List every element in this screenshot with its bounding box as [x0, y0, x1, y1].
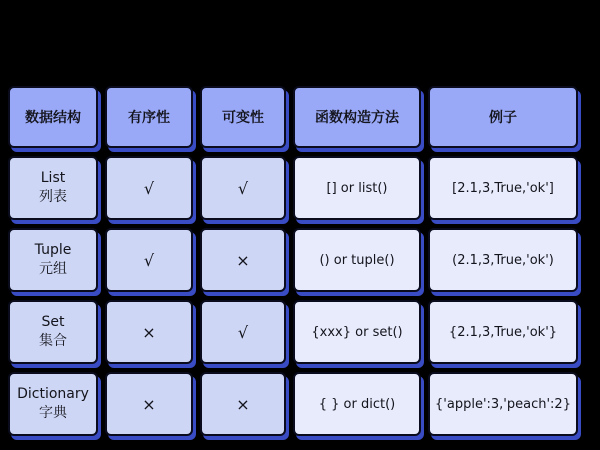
table-row-list-example-cell: [2.1,3,True,'ok'] [428, 156, 578, 220]
table-row-list-constructor-cell: [] or list() [293, 156, 421, 220]
header-cell-constructor: 函数构造方法 [293, 86, 421, 148]
data-structures-table [8, 86, 578, 436]
row-name-zh: 元组 [39, 261, 67, 277]
table-row-list-ordered-cell: √ [105, 156, 193, 220]
row-name-en: Dictionary [17, 386, 89, 403]
table-row-set-mutable-cell: √ [200, 300, 286, 364]
row-name-en: Set [41, 314, 65, 331]
table-row-dictionary-ordered-cell: × [105, 372, 193, 436]
header-cell-example: 例子 [428, 86, 578, 148]
table-row-tuple-constructor-cell: () or tuple() [293, 228, 421, 292]
table-row-set-name-cell [8, 300, 98, 364]
table-row-dictionary-example-cell: {'apple':3,'peach':2} [428, 372, 578, 436]
row-name-en: List [40, 170, 66, 187]
table-row-dictionary-constructor-cell: { } or dict() [293, 372, 421, 436]
table-row-set-constructor-cell: {xxx} or set() [293, 300, 421, 364]
table-row-dictionary-name-cell [8, 372, 98, 436]
header-cell-mutable: 可变性 [200, 86, 286, 148]
row-name-en: Tuple [34, 242, 72, 259]
table-row-tuple-ordered-cell: √ [105, 228, 193, 292]
table-row-set-example-cell: {2.1,3,True,'ok'} [428, 300, 578, 364]
header-cell-ordered: 有序性 [105, 86, 193, 148]
table-row-tuple-name-cell [8, 228, 98, 292]
row-name-zh: 字典 [39, 405, 67, 421]
table-row-list-mutable-cell: √ [200, 156, 286, 220]
table-row-tuple-mutable-cell: × [200, 228, 286, 292]
table-row-set-ordered-cell: × [105, 300, 193, 364]
row-name-zh: 列表 [39, 189, 67, 205]
header-cell-data-structure: 数据结构 [8, 86, 98, 148]
row-name-zh: 集合 [39, 333, 67, 349]
table-row-tuple-example-cell: (2.1,3,True,'ok') [428, 228, 578, 292]
table-row-list-name-cell [8, 156, 98, 220]
table-row-dictionary-mutable-cell: × [200, 372, 286, 436]
